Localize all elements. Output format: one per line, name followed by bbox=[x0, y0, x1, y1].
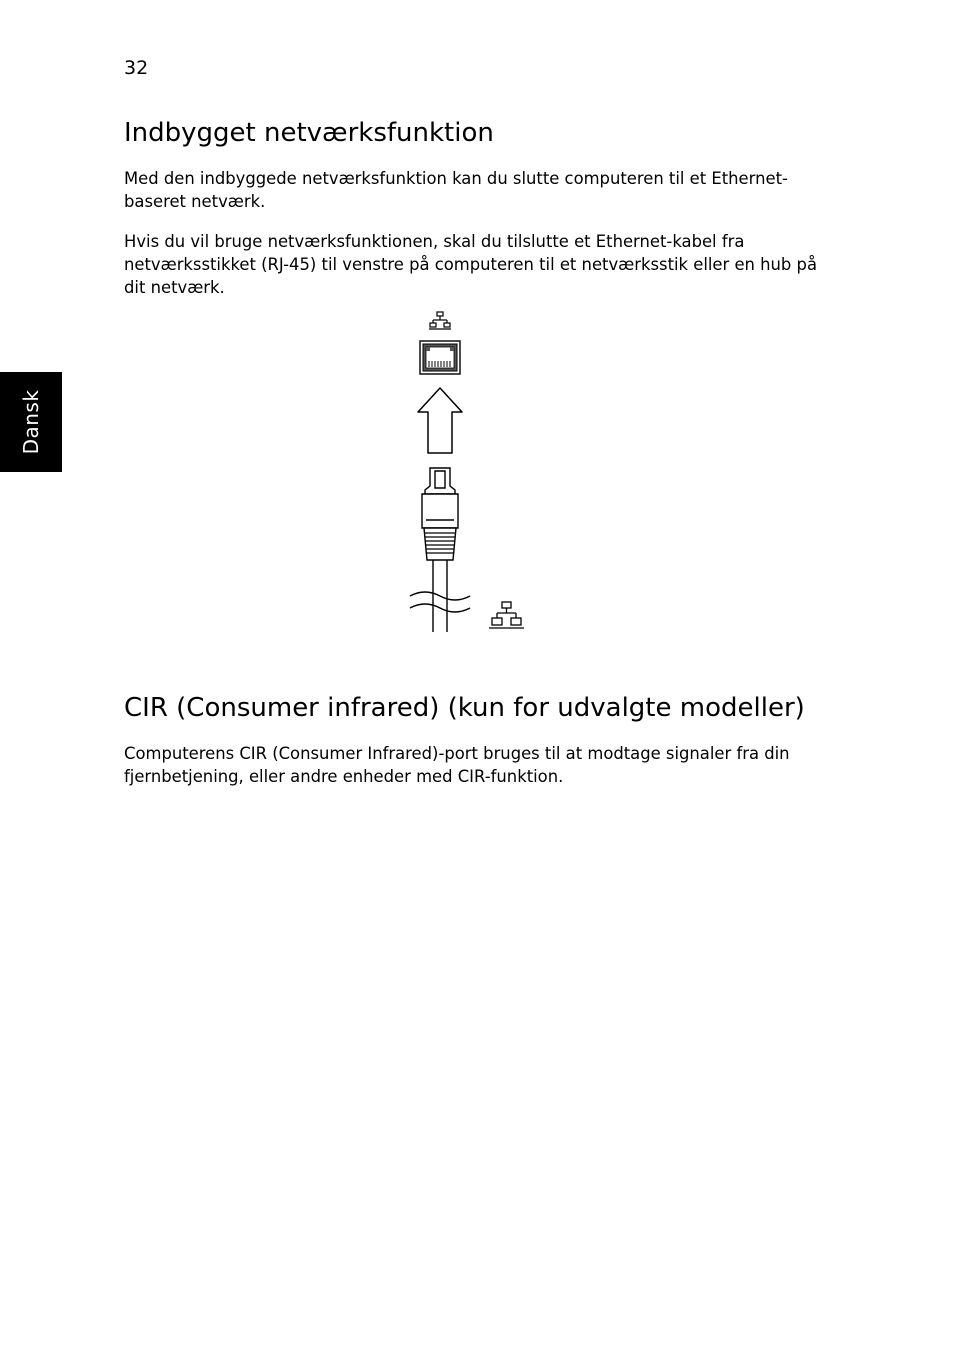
ethernet-plug-icon bbox=[410, 468, 470, 632]
paragraph-network-instructions: Hvis du vil bruge netværksfunktionen, skal du tilslutte et Ethernet-kabel fra netværksstikket (RJ-45) til venstre på computeren til et netværksstik eller en hub på dit netværk. bbox=[124, 232, 817, 297]
page-number: 32 bbox=[124, 57, 149, 79]
section-heading-cir: CIR (Consumer infrared) (kun for udvalgte modeller) bbox=[124, 693, 805, 723]
language-side-tab bbox=[0, 372, 62, 472]
paragraph-cir: Computerens CIR (Consumer Infrared)-port bruges til at modtage signaler fra din fjernbetjening, eller andre enheder med CIR-funktion. bbox=[124, 744, 790, 786]
arrow-up-icon bbox=[418, 388, 462, 453]
rj45-port-icon bbox=[420, 341, 460, 374]
network-icon bbox=[429, 312, 451, 329]
section-heading-network: Indbygget netværksfunktion bbox=[124, 118, 494, 148]
language-side-tab-label: Dansk bbox=[19, 389, 43, 455]
network-icon bbox=[489, 602, 524, 628]
paragraph-network-intro: Med den indbyggede netværksfunktion kan du slutte computeren til et Ethernet-baseret netværk. bbox=[124, 169, 788, 211]
ethernet-connection-illustration bbox=[400, 308, 540, 638]
